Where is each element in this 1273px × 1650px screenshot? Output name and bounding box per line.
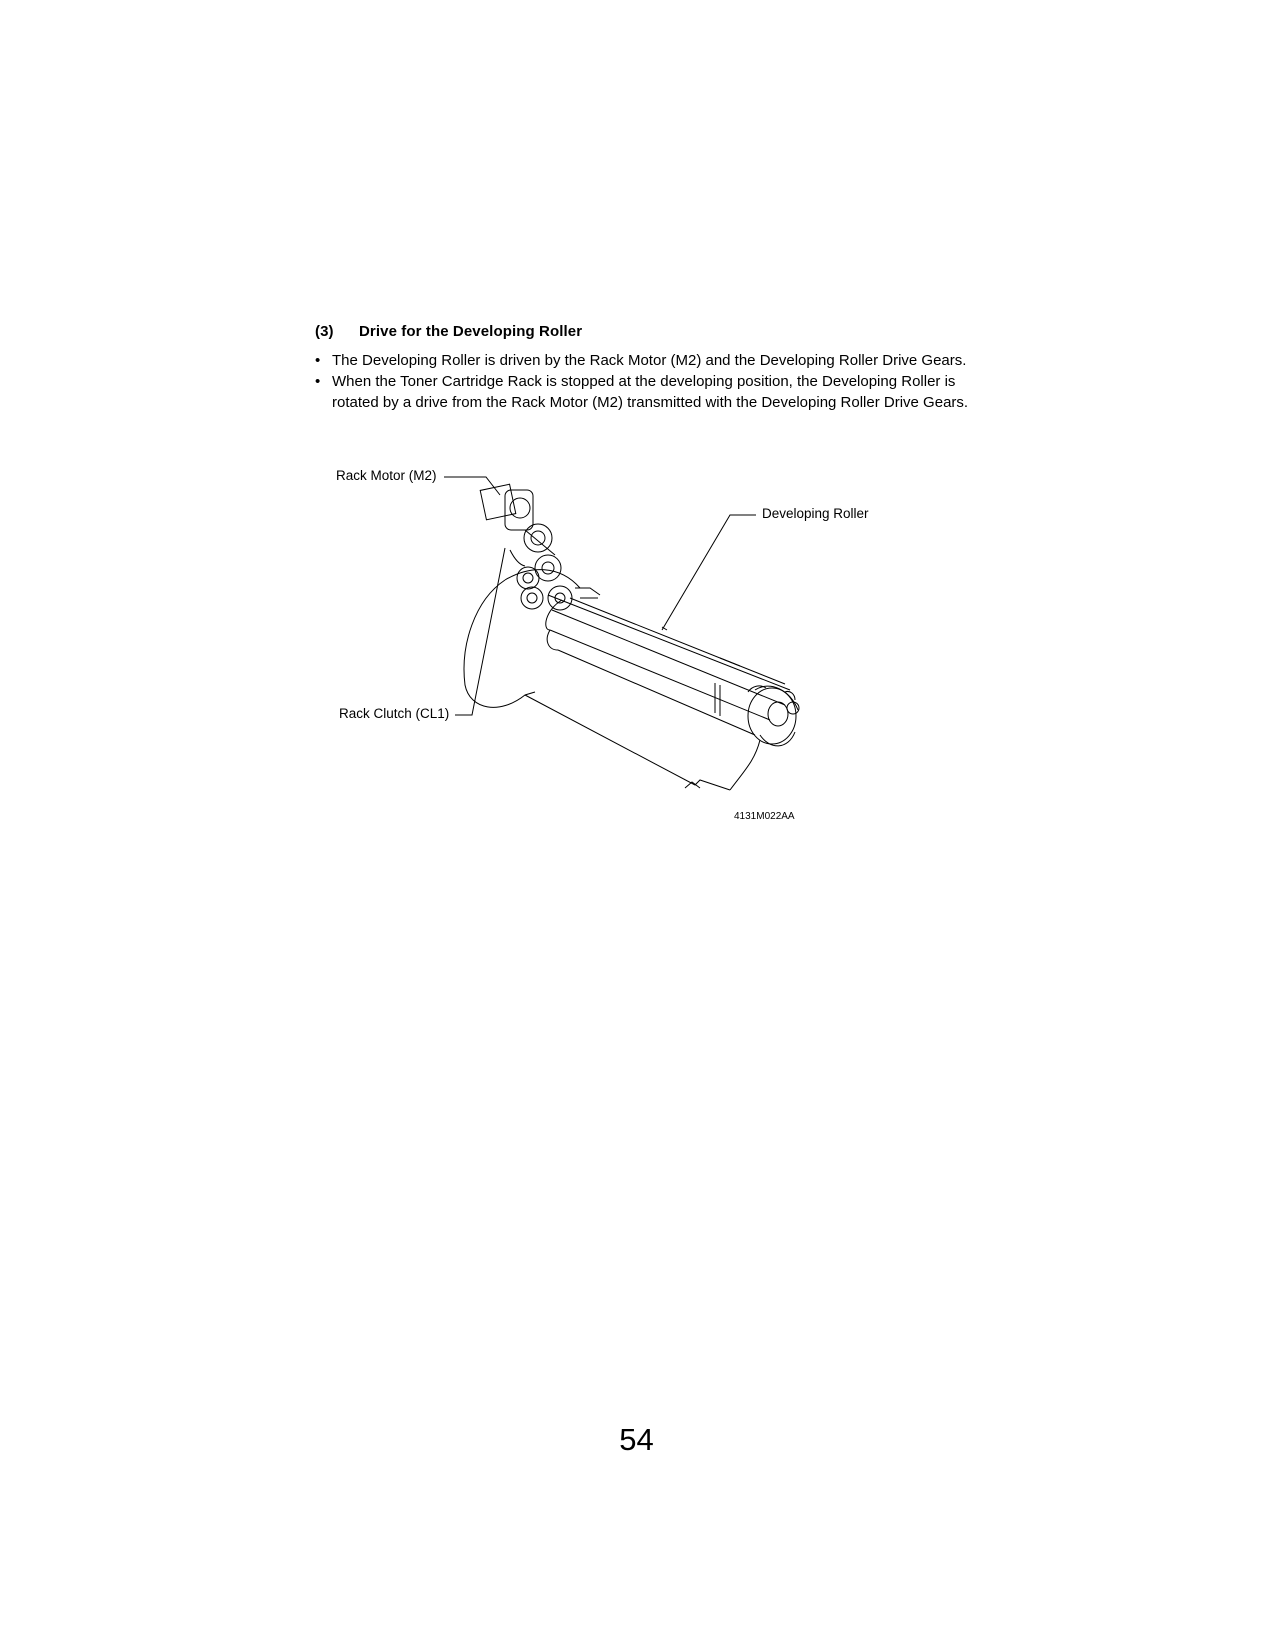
figure-code: 4131M022AA (734, 811, 795, 822)
section-heading (315, 323, 582, 340)
page-number: 54 (619, 1422, 654, 1457)
figure-illustration (300, 470, 940, 870)
label-rack-motor: Rack Motor (M2) (336, 468, 437, 483)
label-rack-clutch: Rack Clutch (CL1) (339, 706, 450, 721)
section-title: Drive for the Developing Roller (359, 323, 583, 340)
section-number: (3) (315, 323, 334, 340)
bullet-list (315, 350, 985, 413)
bullet-item-1: • The Developing Roller is driven by the Rack Motor (M2) and the Developing Roller Drive Gears. (315, 350, 985, 371)
figure-developing-roller-drive (300, 470, 940, 870)
label-developing-roller: Developing Roller (762, 506, 869, 521)
bullet-item-2: • When the Toner Cartridge Rack is stopped at the developing position, the Developing Roller is rotated by a drive from the Rack Motor (M2) transmitted with the Developing Roller Drive Gears. (315, 371, 985, 413)
